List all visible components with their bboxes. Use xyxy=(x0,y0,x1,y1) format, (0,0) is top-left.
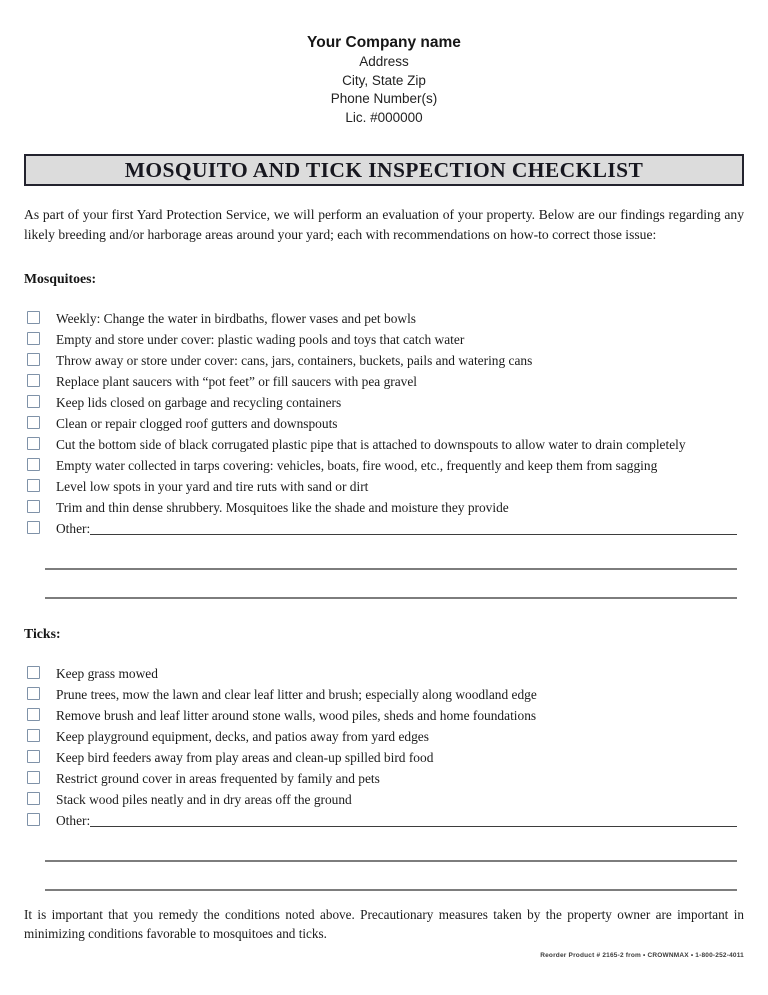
checklist-item xyxy=(24,476,744,497)
write-line[interactable] xyxy=(45,539,737,570)
checklist-item xyxy=(24,497,744,518)
checklist-item-other xyxy=(24,518,744,539)
closing-paragraph: It is important that you remedy the conditions noted above. Precautionary measures taken by the property owner are important in minimizing conditions favorable to mosquitoes and ticks. xyxy=(24,907,744,941)
checklist-item-label: Keep playground equipment, decks, and patios away from yard edges xyxy=(56,729,429,744)
checklist-item xyxy=(24,747,744,768)
company-name: Your Company name xyxy=(307,34,461,51)
checklist-item-label: Keep lids closed on garbage and recycling containers xyxy=(56,395,342,410)
mosquitoes-checklist xyxy=(24,308,744,539)
reorder-fine-print: Reorder Product # 2165-2 from • CROWNMAX • 1-800-252-4011 xyxy=(540,952,744,959)
checkbox[interactable] xyxy=(27,437,40,450)
checklist-item-label: Replace plant saucers with “pot feet” or fill saucers with pea gravel xyxy=(56,374,418,389)
checkbox[interactable] xyxy=(27,729,40,742)
checkbox[interactable] xyxy=(27,750,40,763)
checkbox[interactable] xyxy=(27,332,40,345)
checklist-item xyxy=(24,371,744,392)
checklist-item-label: Cut the bottom side of black corrugated plastic pipe that is attached to downspouts to allow water to drain completely xyxy=(56,437,686,452)
company-phone: Phone Number(s) xyxy=(330,91,438,106)
checklist-item-label: Level low spots in your yard and tire ruts with sand or dirt xyxy=(56,479,369,494)
checklist-item xyxy=(24,726,744,747)
intro-paragraph: As part of your first Yard Protection Service, we will perform an evaluation of your property. Below are our findings regarding any likely breeding and/or harborage areas around your yard; each with recommendations on how-to correct those issue: xyxy=(24,207,744,242)
other-write-line[interactable] xyxy=(90,518,737,535)
checklist-item-label: Keep bird feeders away from play areas and clean-up spilled bird food xyxy=(56,750,434,765)
checkbox[interactable] xyxy=(27,479,40,492)
checklist-item-label: Trim and thin dense shrubbery. Mosquitoes like the shade and moisture they provide xyxy=(56,500,509,515)
company-header xyxy=(24,0,744,127)
checklist-item xyxy=(24,413,744,434)
checkbox[interactable] xyxy=(27,813,40,826)
checkbox[interactable] xyxy=(27,521,40,534)
checklist-item xyxy=(24,329,744,350)
checkbox[interactable] xyxy=(27,792,40,805)
checkbox[interactable] xyxy=(27,458,40,471)
checklist-item-label: Throw away or store under cover: cans, jars, containers, buckets, pails and watering cans xyxy=(56,353,533,368)
checklist-item-label: Empty water collected in tarps covering: vehicles, boats, fire wood, etc., frequently and keep them from sagging xyxy=(56,458,658,473)
checklist-item-label: Prune trees, mow the lawn and clear leaf litter and brush; especially along woodland edge xyxy=(56,687,537,702)
checklist-item xyxy=(24,434,744,455)
checklist-item xyxy=(24,350,744,371)
checklist-item xyxy=(24,768,744,789)
checklist-item-label: Weekly: Change the water in birdbaths, flower vases and pet bowls xyxy=(56,311,416,326)
other-label: Other: xyxy=(56,521,91,536)
checklist-item xyxy=(24,392,744,413)
checkbox[interactable] xyxy=(27,666,40,679)
write-line[interactable] xyxy=(45,570,737,599)
company-address: Address xyxy=(359,54,409,69)
checklist-item-label: Restrict ground cover in areas frequented by family and pets xyxy=(56,771,380,786)
checklist-item xyxy=(24,705,744,726)
document-title: MOSQUITO AND TICK INSPECTION CHECKLIST xyxy=(24,154,744,186)
checkbox[interactable] xyxy=(27,500,40,513)
checklist-item-other xyxy=(24,810,744,831)
other-label: Other: xyxy=(56,813,91,828)
checklist-item xyxy=(24,684,744,705)
checkbox[interactable] xyxy=(27,395,40,408)
checkbox[interactable] xyxy=(27,708,40,721)
checkbox[interactable] xyxy=(27,353,40,366)
company-license: Lic. #000000 xyxy=(345,109,423,125)
write-line[interactable] xyxy=(45,862,737,891)
checklist-item-label: Keep grass mowed xyxy=(56,666,158,681)
checkbox[interactable] xyxy=(27,311,40,324)
checklist-item xyxy=(24,789,744,810)
write-line[interactable] xyxy=(45,831,737,862)
other-write-line[interactable] xyxy=(90,810,737,827)
ticks-checklist xyxy=(24,663,744,831)
checklist-item-label: Stack wood piles neatly and in dry areas off the ground xyxy=(56,792,352,807)
checkbox[interactable] xyxy=(27,687,40,700)
checklist-item-label: Remove brush and leaf litter around stone walls, wood piles, sheds and home foundations xyxy=(56,708,537,723)
section-heading-mosquitoes: Mosquitoes: xyxy=(24,271,97,286)
checkbox[interactable] xyxy=(27,771,40,784)
checklist-item-label: Clean or repair clogged roof gutters and downspouts xyxy=(56,416,338,431)
checklist-item xyxy=(24,663,744,684)
company-city-state-zip: City, State Zip xyxy=(342,72,426,88)
checkbox[interactable] xyxy=(27,374,40,387)
checklist-item xyxy=(24,308,744,329)
checklist-item xyxy=(24,455,744,476)
checkbox[interactable] xyxy=(27,416,40,429)
checklist-item-label: Empty and store under cover: plastic wading pools and toys that catch water xyxy=(56,332,465,347)
section-heading-ticks: Ticks: xyxy=(24,626,61,641)
